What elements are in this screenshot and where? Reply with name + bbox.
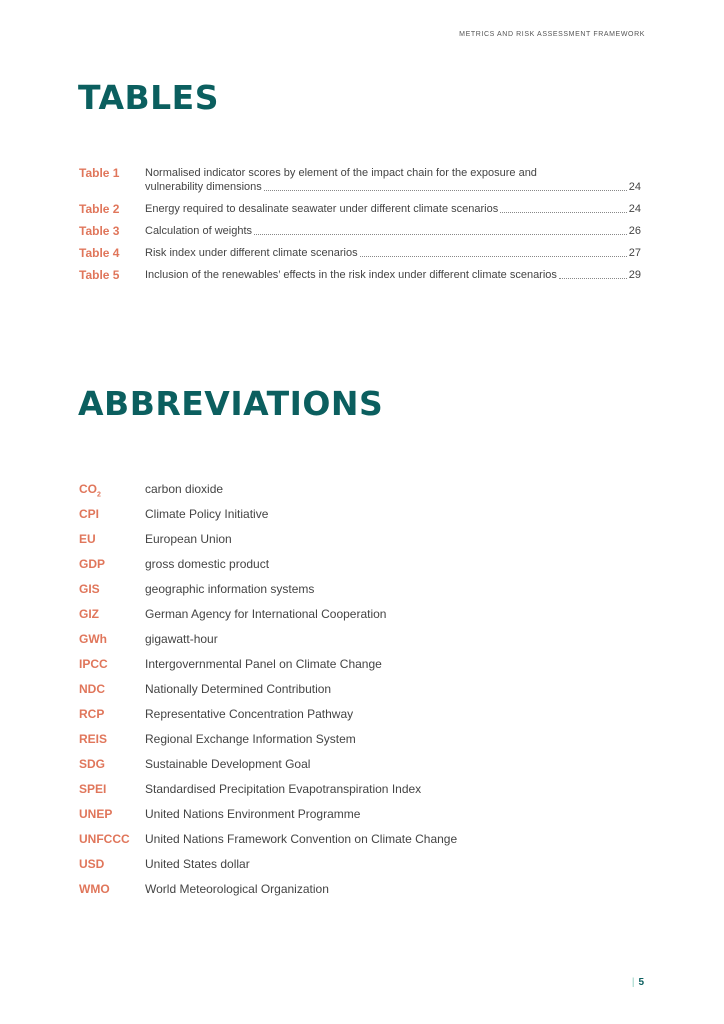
- abbreviation-key: [79, 531, 145, 556]
- abbreviation-definition: Standardised Precipitation Evapotranspiration Index: [145, 782, 422, 796]
- abbreviation-definition: United Nations Environment Programme: [145, 807, 361, 821]
- abbreviation-row: [79, 731, 641, 756]
- abbreviation-key: [79, 831, 145, 856]
- abbreviation-row: [79, 581, 641, 606]
- abbreviation-definition: World Meteorological Organization: [145, 882, 329, 896]
- abbreviation-key-text: UNFCCC: [79, 832, 130, 846]
- abbreviation-definition: Sustainable Development Goal: [145, 757, 311, 771]
- abbreviation-key-text: WMO: [79, 882, 110, 896]
- toc-entry-title: Risk index under different climate scenarios: [145, 247, 358, 259]
- abbreviation-definition: gigawatt-hour: [145, 632, 218, 646]
- abbreviation-row: [79, 781, 641, 806]
- toc-entry-page: 26: [628, 225, 641, 237]
- abbreviation-definition: United States dollar: [145, 857, 250, 871]
- abbreviation-key-text: GIZ: [79, 607, 99, 621]
- divider: |: [631, 977, 635, 988]
- abbreviation-row: [79, 481, 641, 506]
- abbreviation-definition: Nationally Determined Contribution: [145, 682, 332, 696]
- abbreviation-definition: Climate Policy Initiative: [145, 507, 269, 521]
- tables-heading: TABLES: [78, 78, 219, 117]
- toc-entry-page: 24: [628, 181, 641, 193]
- abbreviation-key-text: SDG: [79, 757, 106, 771]
- abbreviation-key: [79, 781, 145, 806]
- toc-entry-title: Inclusion of the renewables’ effects in the risk index under different climate scenarios: [145, 269, 557, 281]
- toc-entry[interactable]: [79, 268, 641, 282]
- toc-entry[interactable]: [79, 246, 641, 260]
- abbreviation-row: [79, 556, 641, 581]
- abbreviation-key: [79, 506, 145, 531]
- leader-dots: [360, 255, 627, 257]
- abbreviation-key: [79, 881, 145, 906]
- abbreviation-key: [79, 581, 145, 606]
- toc-entry[interactable]: [79, 202, 641, 216]
- abbreviation-key-text: REIS: [79, 732, 108, 746]
- abbreviation-definition: Regional Exchange Information System: [145, 732, 356, 746]
- abbreviation-row: [79, 806, 641, 831]
- toc-entry-page: 27: [628, 247, 641, 259]
- abbreviation-key: [79, 756, 145, 781]
- page-number: [632, 977, 644, 988]
- abbreviation-key: [79, 856, 145, 881]
- page-number-value: 5: [638, 977, 644, 988]
- abbreviation-row: [79, 831, 641, 856]
- running-header: METRICS AND RISK ASSESSMENT FRAMEWORK: [459, 31, 645, 38]
- abbreviation-key-text: RCP: [79, 707, 105, 721]
- leader-dots: [559, 277, 627, 279]
- abbreviation-row: [79, 606, 641, 631]
- abbreviation-definition: German Agency for International Cooperation: [145, 607, 387, 621]
- toc-entry-title: Calculation of weights: [145, 225, 253, 237]
- abbreviation-definition: Intergovernmental Panel on Climate Change: [145, 657, 382, 671]
- abbreviation-key: [79, 806, 145, 831]
- abbreviation-definition: European Union: [145, 532, 232, 546]
- toc-entry-page: 24: [628, 203, 641, 215]
- abbreviation-key: [79, 731, 145, 756]
- abbreviation-definition: geographic information systems: [145, 582, 315, 596]
- toc-entry-page: 29: [628, 269, 641, 281]
- abbreviation-row: [79, 706, 641, 731]
- toc-entry-label: Table 4: [79, 246, 120, 260]
- toc-entry-title: vulnerability dimensions: [145, 181, 262, 193]
- abbreviation-key-text: GIS: [79, 582, 100, 596]
- abbreviation-row: [79, 531, 641, 556]
- abbreviation-key: [79, 631, 145, 656]
- abbreviation-key-text: CPI: [79, 507, 100, 521]
- toc-entry[interactable]: [79, 224, 641, 238]
- leader-dots: [500, 211, 627, 213]
- abbreviation-row: [79, 656, 641, 681]
- abbreviation-key-text: SPEI: [79, 782, 107, 796]
- toc-entry-label: Table 3: [79, 224, 120, 238]
- leader-dots: [254, 233, 627, 235]
- toc-entry-label: Table 2: [79, 202, 120, 216]
- abbreviation-key: [79, 706, 145, 731]
- abbreviation-key: [79, 481, 145, 506]
- abbreviation-row: [79, 881, 641, 906]
- abbreviation-definition: Representative Concentration Pathway: [145, 707, 354, 721]
- abbreviation-key: [79, 656, 145, 681]
- abbreviation-row: [79, 506, 641, 531]
- abbreviation-key-text: USD: [79, 857, 105, 871]
- abbreviation-row: [79, 681, 641, 706]
- abbreviation-row: [79, 756, 641, 781]
- abbreviations-heading: ABBREVIATIONS: [78, 384, 384, 423]
- toc-entry[interactable]: [79, 166, 641, 194]
- abbreviation-key-text: GDP: [79, 557, 106, 571]
- toc-entry-label: Table 1: [79, 166, 120, 180]
- abbreviation-subscript: 2: [97, 491, 101, 499]
- abbreviation-key-text: CO: [79, 482, 97, 496]
- leader-dots: [264, 189, 627, 191]
- abbreviation-key: [79, 681, 145, 706]
- abbreviations-list: [79, 481, 641, 906]
- abbreviation-definition: United Nations Framework Convention on Climate Change: [145, 832, 458, 846]
- tables-list: [79, 166, 641, 290]
- abbreviation-key: [79, 606, 145, 631]
- toc-entry-title-line1: Normalised indicator scores by element of the impact chain for the exposure and: [145, 167, 537, 179]
- abbreviation-key-text: UNEP: [79, 807, 113, 821]
- abbreviation-row: [79, 856, 641, 881]
- abbreviation-definition: carbon dioxide: [145, 482, 224, 496]
- abbreviation-key: [79, 556, 145, 581]
- abbreviation-key-text: GWh: [79, 632, 107, 646]
- toc-entry-label: Table 5: [79, 268, 120, 282]
- toc-entry-title: Energy required to desalinate seawater under different climate scenarios: [145, 203, 499, 215]
- abbreviation-definition: gross domestic product: [145, 557, 270, 571]
- abbreviation-key-text: EU: [79, 532, 96, 546]
- abbreviation-key-text: IPCC: [79, 657, 108, 671]
- abbreviation-row: [79, 631, 641, 656]
- abbreviation-key-text: NDC: [79, 682, 105, 696]
